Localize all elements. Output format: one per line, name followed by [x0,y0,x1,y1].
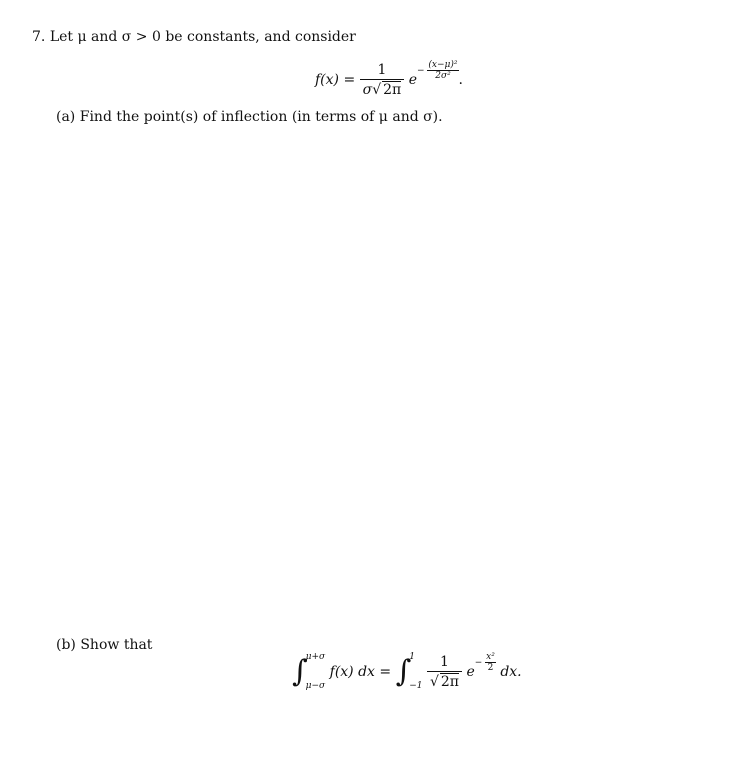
part-b-label: (b) [56,637,76,653]
integrand-sqrt: 2π [440,674,459,690]
integral-sign-left: ∫ [292,654,308,689]
exponent-denominator: 2σ² [435,71,451,81]
part-b-text: Show that [80,637,153,653]
integral-sign-right: ∫ [395,654,412,689]
formula-lhs: f(x) = [315,72,356,88]
integrand-exponent-numerator: x² [486,652,495,662]
exponent [417,60,459,81]
problem-intro-text: Let μ and σ > 0 be constants, and consider [49,29,356,45]
problem-intro [32,29,356,45]
integral-limits-right [409,653,422,691]
exponent-sign: − [416,66,425,76]
formula-period: . [458,72,463,88]
denominator-sigma: σ [362,82,373,98]
integral-limits-left [306,653,326,691]
integral-equation [292,652,522,691]
exp-base: e [408,72,417,88]
part-a [56,109,443,125]
integral-lower-right: −1 [409,681,423,691]
fraction-numerator: 1 [360,62,405,80]
fraction-denominator: σ√ 2π [362,82,402,98]
integrand-denominator: √ 2π [429,674,459,690]
part-a-text: Find the point(s) of inflection (in terms of μ and σ). [79,109,443,125]
formula-fraction [360,62,405,98]
integrand-exponent [475,652,496,673]
integral-upper-left: μ+σ [305,652,326,662]
denominator-sqrt: 2π [383,82,402,98]
part-a-label: (a) [56,109,76,125]
integrand-left: f(x) dx = [329,664,392,680]
integral-upper-right: 1 [409,652,415,662]
part-b [56,637,152,653]
integrand-differential: dx. [500,664,522,680]
exponent-fraction [427,60,458,81]
density-formula [315,60,463,98]
integrand-exponent-denominator: 2 [487,663,494,673]
integrand-exp-base: e [466,664,475,680]
integral-lower-left: μ−σ [305,681,326,691]
integrand-fraction [427,654,462,690]
exponent-numerator: (x−μ)² [428,60,458,70]
integrand-exponent-sign: − [474,658,483,668]
integrand-exponent-fraction [485,652,496,673]
problem-number: 7. [32,29,46,45]
integrand-numerator: 1 [427,654,462,672]
